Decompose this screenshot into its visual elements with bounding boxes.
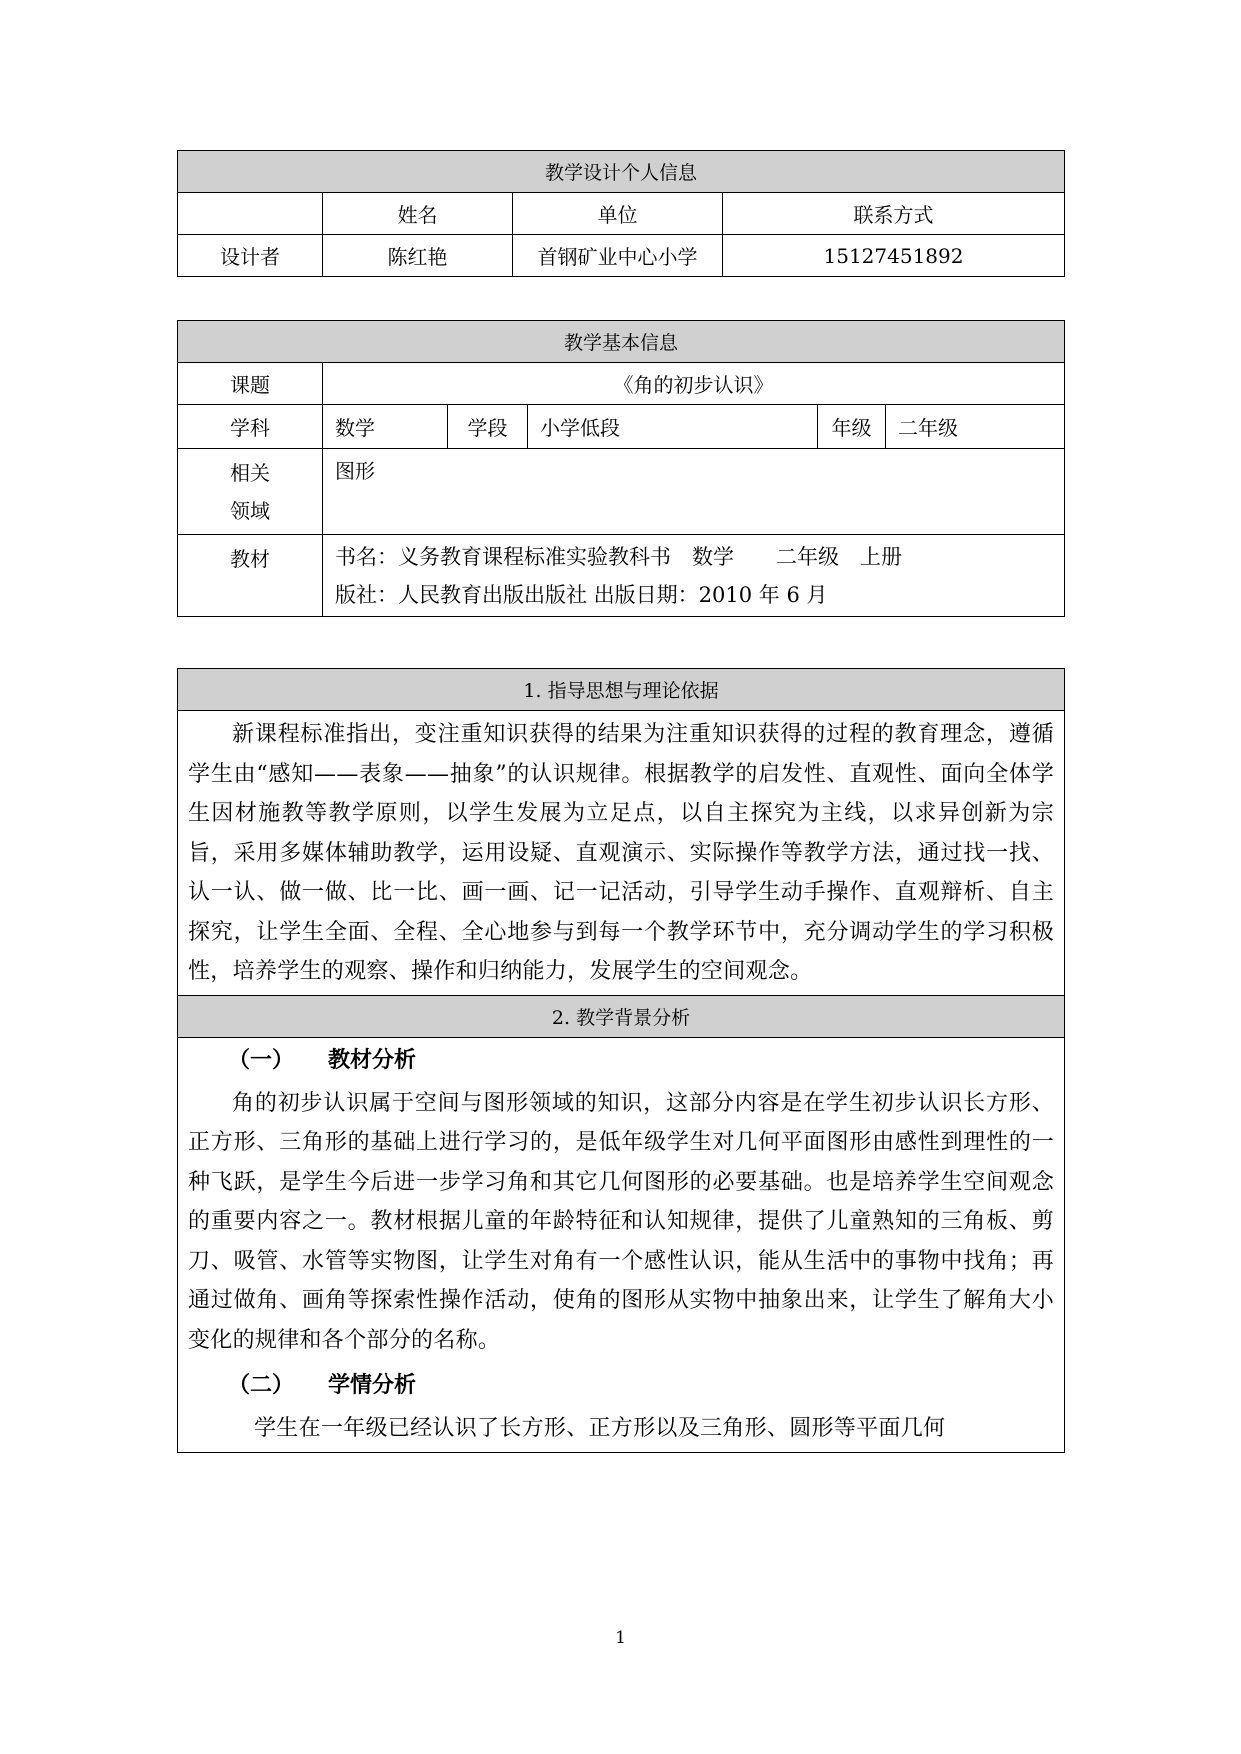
subsection1-text: 角的初步认识属于空间与图形领域的知识，这部分内容是在学生初步认识长方形、正方形、三角形的基础上进行学习的，是低年级学生对几何平面图形由感性到理性的一种飞跃，是学生今后进一步学习角和其它几何图形的必要基础。也是培养学生空间观念的重要内容之一。教材根据儿童的年龄特征和认知规律，提供了儿童熟知的三角板、剪刀、吸管、水管等实物图，让学生对角有一个感性认识，能从生活中的事物中找角；再通过做角、画角等探索性操作活动，使角的图形从实物中抽象出来，让学生了解角大小变化的规律和各个部分的名称。: [188, 1090, 1054, 1353]
designer-name: 陈红艳: [323, 235, 513, 277]
domain-label: [178, 449, 323, 535]
personal-info-table: [177, 150, 1065, 277]
header-unit: 单位: [513, 193, 723, 235]
textbook-value: [323, 535, 1065, 617]
sections-table: [177, 668, 1065, 1453]
basic-info-title: 教学基本信息: [178, 321, 1065, 363]
stage-value: 小学低段: [528, 405, 818, 449]
subject-label: 学科: [178, 405, 323, 449]
empty-cell: [178, 193, 323, 235]
domain-label-line2: 领域: [230, 498, 270, 523]
section2-body: [178, 1037, 1065, 1452]
topic-label: 课题: [178, 363, 323, 405]
subsection2-text: 学生在一年级已经认识了长方形、正方形以及三角形、圆形等平面几何: [254, 1416, 946, 1441]
subsection2-heading: [178, 1363, 1064, 1407]
designer-label: 设计者: [178, 235, 323, 277]
subsection2-number: （二）: [228, 1372, 295, 1398]
domain-label-line1: 相关: [230, 460, 270, 485]
personal-info-title: 教学设计个人信息: [178, 151, 1065, 193]
section1-text: 新课程标准指出，变注重知识获得的结果为注重知识获得的过程的教育理念，遵循学生由“感知——表象——抽象”的认识规律。根据教学的启发性、直观性、面向全体学生因材施教等教学原则，以学生发展为立足点，以自主探究为主线，以求异创新为宗旨，采用多媒体辅助教学，运用设疑、直观演示、实际操作等教学方法，通过找一找、认一认、做一做、比一比、画一画、记一记活动，引导学生动手操作、直观辩析、自主探究，让学生全面、全程、全心地参与到每一个教学环节中，充分调动学生的学习积极性，培养学生的观察、操作和归纳能力，发展学生的空间观念。: [178, 711, 1065, 996]
textbook-line1: 书名：义务教育课程标准实验教科书 数学 二年级 上册: [335, 544, 902, 569]
subsection1-title: 教材分析: [328, 1046, 417, 1073]
header-name: 姓名: [323, 193, 513, 235]
stage-label: 学段: [448, 405, 528, 449]
textbook-label: 教材: [178, 535, 323, 617]
section2-title: 2. 教学背景分析: [178, 995, 1065, 1037]
subject-value: 数学: [323, 405, 448, 449]
designer-contact: 15127451892: [723, 235, 1065, 277]
page-number: 1: [615, 1628, 626, 1648]
domain-value: 图形: [323, 449, 1065, 535]
textbook-line2: 版社：人民教育出版出版社 出版日期：2010 年 6 月: [335, 582, 828, 607]
basic-info-table: [177, 320, 1065, 617]
subsection1-heading: [178, 1038, 1064, 1082]
designer-unit: 首钢矿业中心小学: [513, 235, 723, 277]
subsection2-title: 学情分析: [328, 1372, 417, 1398]
grade-value: 二年级: [886, 405, 1065, 449]
grade-label: 年级: [818, 405, 886, 449]
subsection1-number: （一）: [228, 1046, 295, 1073]
section1-title: 1. 指导思想与理论依据: [178, 669, 1065, 711]
header-contact: 联系方式: [723, 193, 1065, 235]
topic-value: 《角的初步认识》: [323, 363, 1065, 405]
